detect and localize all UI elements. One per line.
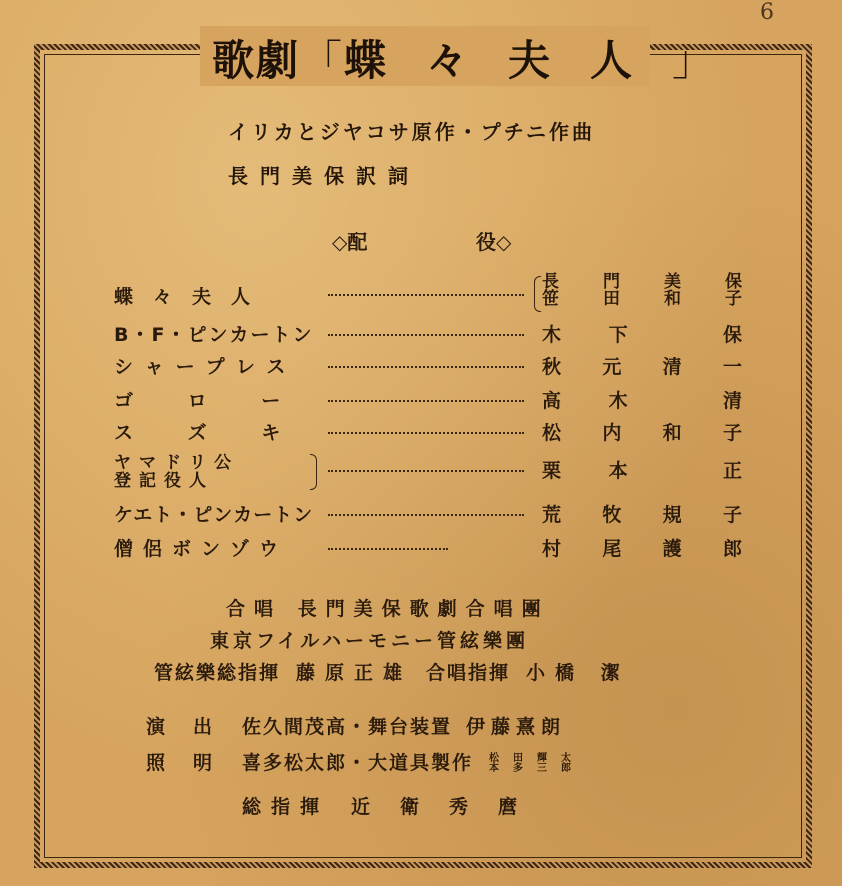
cast-role: シャープレス — [114, 356, 298, 378]
cast-actor — [542, 534, 742, 561]
actor-char: 清 — [722, 390, 742, 412]
actor-char: 和 — [664, 289, 681, 309]
cast-row — [114, 453, 744, 491]
actor-char: 規 — [662, 504, 682, 526]
actor-char: 高 — [542, 390, 562, 412]
actor-char: 尾 — [602, 538, 622, 560]
leader-dots — [328, 432, 524, 434]
chorus-conductor-name: 小橋 潔 — [526, 662, 630, 684]
actor-char: 木 — [542, 324, 562, 346]
program-title — [212, 28, 716, 88]
credit-translator: 長門美保訳詞 — [228, 164, 420, 188]
actor-char: 清 — [662, 356, 682, 378]
cast-row — [114, 352, 744, 382]
cast-role-top: ヤマドリ公 — [114, 453, 239, 473]
title-open-bracket: 「 — [300, 36, 345, 85]
actor-char: 一 — [722, 356, 742, 378]
actor-char: 元 — [602, 356, 622, 378]
cast-row — [114, 272, 744, 309]
cast-role-double — [114, 454, 239, 490]
actor-char: 栗 — [542, 460, 562, 482]
chorus-conductor-label: 合唱指揮 — [426, 662, 511, 684]
actor-char-stack — [542, 274, 559, 308]
lighting-name: 喜多松太郎 — [242, 752, 348, 774]
actor-char: 本 — [608, 460, 628, 482]
actor-char: 秋 — [542, 356, 562, 378]
props-name-stack — [537, 754, 549, 774]
stage-label: ・舞台装置 — [347, 716, 453, 738]
cast-actor — [542, 500, 742, 527]
title-prefix: 歌劇 — [212, 36, 301, 85]
cast-role: B・F・ピンカートン — [114, 324, 314, 346]
actor-char: 子 — [722, 504, 742, 526]
cast-actor — [542, 418, 742, 445]
title-close-bracket: 」 — [672, 36, 717, 85]
actor-char: 子 — [722, 422, 742, 444]
leader-dots — [328, 470, 524, 472]
actor-char: 長 — [542, 272, 559, 292]
leader-dots — [328, 548, 448, 550]
cast-role: ケエト・ピンカートン — [114, 504, 314, 526]
chorus-credit: 合唱 長門美保歌劇合唱團 — [226, 598, 550, 620]
leader-dots — [328, 400, 524, 402]
actor-char: 和 — [662, 422, 682, 444]
leader-dots — [328, 334, 524, 336]
actor-char-stack — [664, 274, 681, 308]
role-brace — [310, 454, 317, 490]
direction-label: 演出 — [146, 716, 241, 738]
cast-role-bottom: 登記役人 — [114, 471, 214, 491]
props-name-char: 三 — [537, 762, 550, 774]
actor-char: 門 — [603, 272, 620, 292]
actor-char: 郎 — [722, 538, 742, 560]
props-name-char: 多 — [513, 762, 526, 774]
credit-original-composer: イリカとジヤコサ原作・プチニ作曲 — [228, 120, 595, 144]
cast-role: 僧侶ボンゾウ — [114, 538, 289, 560]
general-director-label: 総指揮 — [242, 796, 330, 818]
general-director-name: 近衛秀麿 — [351, 796, 548, 818]
props-name-stack — [513, 754, 525, 774]
stage-name: 伊藤熹朗 — [466, 716, 567, 738]
title-name: 蝶々夫人 — [344, 36, 673, 85]
actor-char: 子 — [725, 289, 742, 309]
actor-char: 松 — [542, 422, 562, 444]
orchestra-conductor-name: 藤原正雄 — [296, 662, 413, 684]
orchestra-credit: 東京フイルハーモニー管絃樂團 — [210, 630, 529, 652]
props-name-char: 輝 — [537, 752, 550, 764]
cast-role: ゴ ロ ー — [114, 390, 305, 412]
leader-dots — [328, 514, 524, 516]
props-name-stack — [489, 754, 501, 774]
actor-char-stack — [603, 274, 620, 308]
actor-char: 保 — [722, 324, 742, 346]
actor-char: 保 — [725, 272, 742, 292]
cast-role: 蝶々夫人 — [114, 286, 271, 308]
actor-char: 荒 — [542, 504, 562, 526]
cast-role: ス ズ キ — [114, 422, 305, 444]
props-name-char: 本 — [489, 762, 502, 774]
cast-row — [114, 500, 744, 530]
actor-char: 村 — [542, 538, 562, 560]
actor-char: 下 — [608, 324, 628, 346]
props-name-char: 郎 — [561, 762, 574, 774]
direction-name: 佐久間茂高 — [242, 716, 348, 738]
actor-char: 木 — [608, 390, 628, 412]
actor-char: 正 — [722, 460, 742, 482]
cast-heading-left: ◇配 — [332, 230, 368, 254]
cast-heading-right: 役◇ — [476, 230, 512, 254]
cast-actor — [542, 352, 742, 379]
cast-row — [114, 386, 744, 416]
props-name-char: 太 — [561, 752, 574, 764]
actor-char: 護 — [662, 538, 682, 560]
conductors-credit — [154, 658, 630, 685]
cast-actor — [542, 456, 742, 483]
lighting-props-credit — [146, 748, 579, 775]
cast-row — [114, 320, 744, 350]
double-cast-brace — [534, 276, 541, 312]
lighting-label: 照明 — [146, 752, 241, 774]
direction-stage-credit — [146, 712, 566, 739]
props-name-stack — [561, 754, 573, 774]
general-director-credit — [242, 792, 547, 819]
cast-actor — [542, 386, 742, 413]
cast-row — [114, 534, 744, 564]
actor-char: 笹 — [542, 289, 559, 309]
actor-char: 田 — [603, 289, 620, 309]
orchestra-conductor-label: 管絃樂総指揮 — [154, 662, 281, 684]
actor-char: 美 — [664, 272, 681, 292]
cast-actor — [542, 320, 742, 347]
cast-actor-double — [542, 274, 742, 308]
actor-char: 内 — [602, 422, 622, 444]
leader-dots — [328, 366, 524, 368]
props-label: ・大道具製作 — [347, 752, 474, 774]
actor-char: 牧 — [602, 504, 622, 526]
cast-row — [114, 418, 744, 448]
page-number: 6 — [760, 0, 774, 25]
props-name-char: 松 — [489, 752, 502, 764]
leader-dots — [328, 294, 524, 296]
actor-char-stack — [725, 274, 742, 308]
props-name-char: 田 — [513, 752, 526, 764]
